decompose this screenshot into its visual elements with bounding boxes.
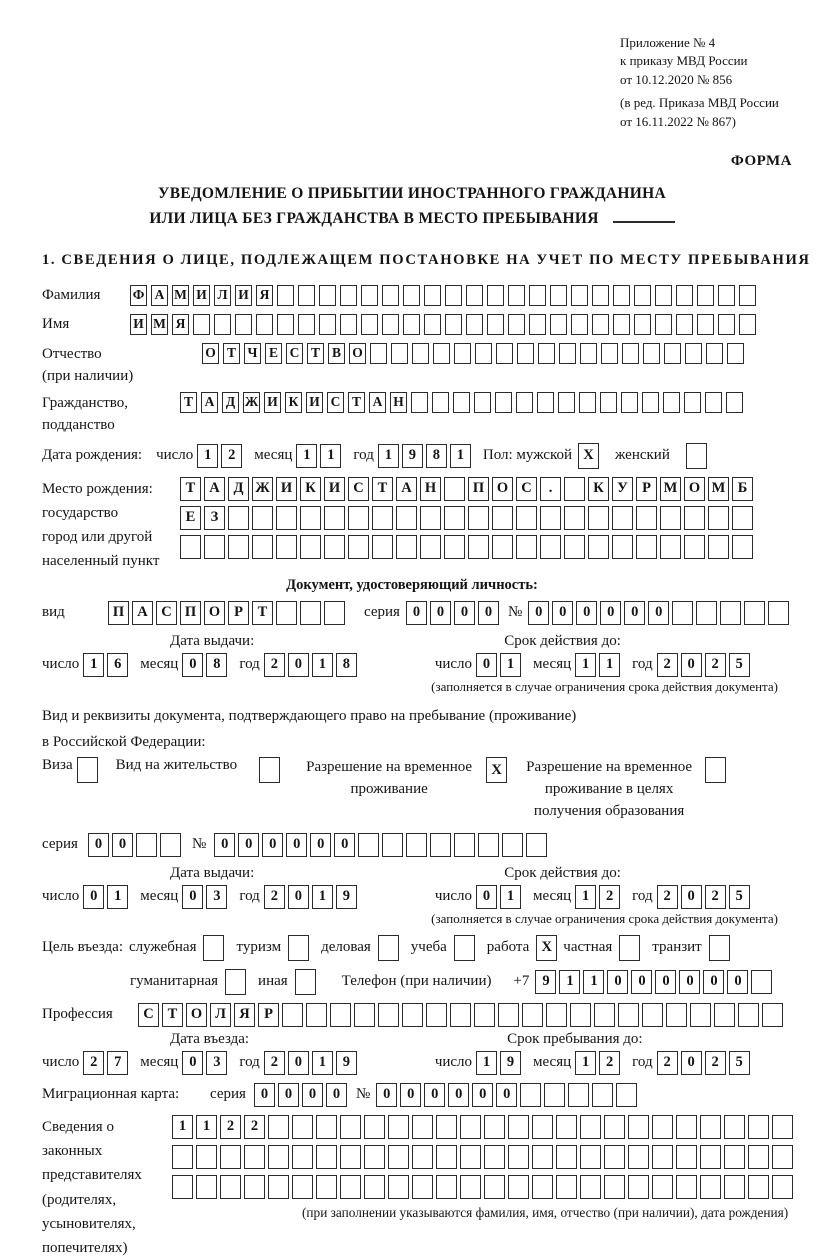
birthdate-month-cells[interactable]: 1 1 [296, 444, 344, 468]
annex-reference [620, 34, 820, 131]
birthdate-row [42, 443, 800, 469]
birthplace-row3-cells[interactable] [180, 535, 756, 559]
birthplace-label: Место рождения: государство город или другой населенный пункт [42, 480, 160, 569]
sex-male-checkbox[interactable]: X [578, 443, 599, 469]
entry-month-cells[interactable]: 0 3 [182, 1051, 230, 1075]
id-doc-issue-group: число 1 6 месяц 0 8 год 2 0 1 8 [42, 653, 369, 677]
tourism-checkbox[interactable] [288, 935, 309, 961]
stay-doc-line1: Вид и реквизиты документа, подтверждающего право на пребывание (проживание) [42, 707, 577, 724]
entry-dates-row [42, 1051, 800, 1075]
migration-number-cells[interactable]: 0 0 0 0 0 0 [376, 1083, 640, 1107]
entry-day-cells[interactable]: 2 7 [83, 1051, 131, 1075]
edu-residence-checkbox[interactable] [705, 757, 726, 783]
month-label: месяц [254, 447, 293, 464]
guardians-rows [172, 1115, 796, 1222]
stay-doc-valid-group: число 0 1 месяц 1 2 год 2 0 2 5 [435, 885, 762, 909]
sex-female-label: женский [615, 447, 670, 464]
stay-doc-series-cells[interactable]: 0 0 [88, 833, 184, 857]
entry-date-group: число 2 7 месяц 0 3 год 2 0 1 9 [42, 1051, 369, 1075]
migration-number-label: № [355, 1086, 371, 1103]
stay-doc-number-label: № [191, 836, 207, 853]
stay-doc-valid-month-cells[interactable]: 1 2 [575, 885, 623, 909]
purpose-row2 [42, 969, 800, 995]
id-doc-issue-month-cells[interactable]: 0 8 [182, 653, 230, 677]
id-doc-issue-day-cells[interactable]: 1 6 [83, 653, 131, 677]
purpose-opt-transit: транзит [652, 935, 729, 961]
page-title [42, 182, 782, 232]
stay-doc-issue-heading: Дата выдачи: [170, 864, 255, 881]
purpose-label: Цель въезда: [42, 939, 123, 956]
id-doc-dates-row [42, 653, 800, 677]
business-checkbox[interactable] [378, 935, 399, 961]
purpose-opt-private: частная [563, 935, 652, 961]
purpose-opt-official: служебная [129, 935, 237, 961]
migration-series-cells[interactable]: 0 0 0 0 [254, 1083, 350, 1107]
work-checkbox[interactable]: X [536, 935, 557, 961]
profession-cells[interactable]: С Т О Л Я Р [138, 1003, 786, 1027]
phone-label: Телефон (при наличии) [341, 973, 492, 990]
firstname-cells[interactable]: И М Я [130, 314, 760, 335]
birthdate-day-cells[interactable]: 1 2 [197, 444, 245, 468]
id-doc-number-cells[interactable]: 0 0 0 0 0 0 [528, 601, 792, 625]
stay-doc-issue-month-cells[interactable]: 0 3 [182, 885, 230, 909]
guardians-row2-cells[interactable] [172, 1145, 796, 1169]
id-doc-date-subheads [42, 633, 800, 650]
migration-card-label: Миграционная карта: [42, 1086, 180, 1103]
temp-residence-checkbox[interactable]: X [486, 757, 507, 783]
stay-doc-issue-day-cells[interactable]: 0 1 [83, 885, 131, 909]
id-doc-note: (заполняется в случае ограничения срока действия документа) [431, 678, 778, 694]
id-doc-valid-group: число 0 1 месяц 1 1 год 2 0 2 5 [435, 653, 762, 677]
visa-checkbox[interactable] [77, 757, 98, 783]
page-title-line1: УВЕДОМЛЕНИЕ О ПРИБЫТИИ ИНОСТРАННОГО ГРАЖДАНИНА [158, 185, 666, 203]
patronymic-label: Отчество (при наличии) [42, 345, 134, 385]
guardians-row3-cells[interactable] [172, 1175, 796, 1199]
year-label: год [353, 447, 374, 464]
id-doc-valid-heading: Срок действия до: [504, 632, 621, 649]
stay-doc-number-cells[interactable]: 0 0 0 0 0 0 [214, 833, 550, 857]
id-doc-number-label: № [507, 604, 523, 621]
stay-until-day-cells[interactable]: 1 9 [476, 1051, 524, 1075]
stay-doc-valid-year-cells[interactable]: 2 0 2 5 [657, 885, 753, 909]
purpose-opt-work: работа X [487, 935, 564, 961]
stay-doc-date-subheads [42, 865, 800, 882]
birthplace-row2-cells[interactable]: Е З [180, 506, 756, 530]
id-doc-type-cells[interactable]: П А С П О Р Т [108, 601, 348, 625]
stay-doc-serial-row [42, 833, 800, 857]
stay-until-year-cells[interactable]: 2 0 2 5 [657, 1051, 753, 1075]
phone-prefix: +7 [513, 973, 530, 990]
purpose-opt-humanitarian: гуманитарная [130, 969, 258, 995]
stay-until-group: число 1 9 месяц 1 2 год 2 0 2 5 [435, 1051, 762, 1075]
birthdate-year-cells[interactable]: 1 9 8 1 [378, 444, 474, 468]
purpose-opt-other: иная [258, 969, 328, 995]
surname-cells[interactable]: Ф А М И Л И Я [130, 285, 760, 306]
forma-label: ФОРМА [730, 153, 792, 170]
firstname-label: Имя [42, 315, 70, 332]
guardians-block [42, 1115, 800, 1260]
id-doc-type-label: вид [42, 604, 65, 621]
stay-doc-line2: в Российской Федерации: [42, 734, 206, 751]
stay-doc-issue-year-cells[interactable]: 2 0 1 9 [264, 885, 360, 909]
annex-line: от 10.12.2020 № 856 [620, 71, 733, 87]
purpose-opt-business: деловая [321, 935, 411, 961]
id-doc-issue-year-cells[interactable]: 2 0 1 8 [264, 653, 360, 677]
annex-line: от 16.11.2022 № 867) [620, 113, 737, 129]
stay-until-heading: Срок пребывания до: [507, 1030, 643, 1047]
residence-permit-label: Вид на жительство [115, 757, 238, 774]
official-checkbox[interactable] [203, 935, 224, 961]
purpose-row [42, 935, 800, 961]
purpose-opt-tourism: туризм [236, 935, 321, 961]
edu-residence-label: Разрешение на временное проживание в целях получения образования [526, 759, 693, 819]
guardians-note: (при заполнении указываются фамилия, имя, отчество (при наличии), дата рождения) [302, 1204, 789, 1220]
stay-doc-options [42, 757, 800, 822]
migration-series-label: серия [210, 1086, 246, 1103]
blank-underline [613, 207, 675, 223]
birthdate-label: Дата рождения: [42, 447, 143, 464]
patronymic-cells[interactable]: О Т Ч Е С Т В О [202, 343, 748, 364]
birthplace-block [42, 477, 800, 573]
id-doc-row [42, 601, 800, 625]
citizenship-cells[interactable]: Т А Д Ж И К И С Т А Н [180, 392, 747, 413]
annex-line: (в ред. Приказа МВД России [620, 95, 779, 111]
stay-until-month-cells[interactable]: 1 2 [575, 1051, 623, 1075]
purpose-opt-study: учеба [411, 935, 487, 961]
private-checkbox[interactable] [619, 935, 640, 961]
citizenship-row [42, 392, 800, 437]
sex-male-label: Пол: мужской [482, 447, 573, 464]
stay-doc-valid-day-cells[interactable]: 0 1 [476, 885, 524, 909]
migration-card-row [42, 1083, 800, 1107]
id-doc-series-label: серия [364, 604, 400, 621]
birthdate-group [156, 444, 483, 468]
study-checkbox[interactable] [454, 935, 475, 961]
id-doc-issue-heading: Дата выдачи: [170, 632, 255, 649]
temp-residence-label: Разрешение на временное проживание [306, 759, 473, 798]
section1-heading: 1. СВЕДЕНИЯ О ЛИЦЕ, ПОДЛЕЖАЩЕМ ПОСТАНОВКЕ НА УЧЕТ ПО МЕСТУ ПРЕБЫВАНИЯ [42, 251, 811, 268]
surname-label: Фамилия [42, 286, 101, 303]
stay-doc-dates-row [42, 885, 800, 909]
guardians-label: Сведения о законных представителях (родителях, усыновителях, попечителях) [42, 1118, 142, 1257]
stay-doc-note: (заполняется в случае ограничения срока действия документа) [431, 910, 778, 926]
humanitarian-checkbox[interactable] [225, 969, 246, 995]
entry-date-heading: Дата въезда: [170, 1030, 250, 1047]
id-doc-heading: Документ, удостоверяющий личность: [286, 576, 538, 593]
birthplace-row1-cells[interactable]: Т А Д Ж И К И С Т А Н П О С . К У Р М О М Б [180, 477, 756, 501]
id-doc-series-cells[interactable]: 0 0 0 0 [406, 601, 502, 625]
id-doc-valid-day-cells[interactable]: 0 1 [476, 653, 524, 677]
day-label: число [156, 447, 194, 464]
birthplace-rows [180, 477, 756, 564]
id-doc-valid-month-cells[interactable]: 1 1 [575, 653, 623, 677]
firstname-row [42, 314, 800, 335]
other-purpose-checkbox[interactable] [295, 969, 316, 995]
surname-row [42, 285, 800, 306]
page-title-line2: ИЛИ ЛИЦА БЕЗ ГРАЖДАНСТВА В МЕСТО ПРЕБЫВАНИЯ [42, 207, 782, 232]
citizenship-label: Гражданство, подданство [42, 394, 129, 434]
annex-line: Приложение № 4 [620, 35, 716, 50]
stay-doc-series-label: серия [42, 836, 78, 853]
patronymic-row [42, 343, 800, 388]
entry-date-subheads [42, 1031, 800, 1048]
phone-cells[interactable]: 9 1 1 0 0 0 0 0 0 [535, 970, 775, 994]
guardians-row1-cells[interactable]: 1 1 2 2 [172, 1115, 796, 1139]
transit-checkbox[interactable] [709, 935, 730, 961]
profession-row [42, 1003, 800, 1027]
residence-permit-checkbox[interactable] [259, 757, 280, 783]
stay-doc-valid-heading: Срок действия до: [504, 864, 621, 881]
profession-label: Профессия [42, 1006, 113, 1023]
visa-label: Виза [42, 757, 73, 774]
entry-year-cells[interactable]: 2 0 1 9 [264, 1051, 360, 1075]
stay-doc-issue-group: число 0 1 месяц 0 3 год 2 0 1 9 [42, 885, 369, 909]
annex-line: к приказу МВД России [620, 53, 748, 69]
sex-female-checkbox[interactable] [686, 443, 707, 469]
patronymic-label-note: (при наличии) [42, 368, 134, 385]
id-doc-valid-year-cells[interactable]: 2 0 2 5 [657, 653, 753, 677]
